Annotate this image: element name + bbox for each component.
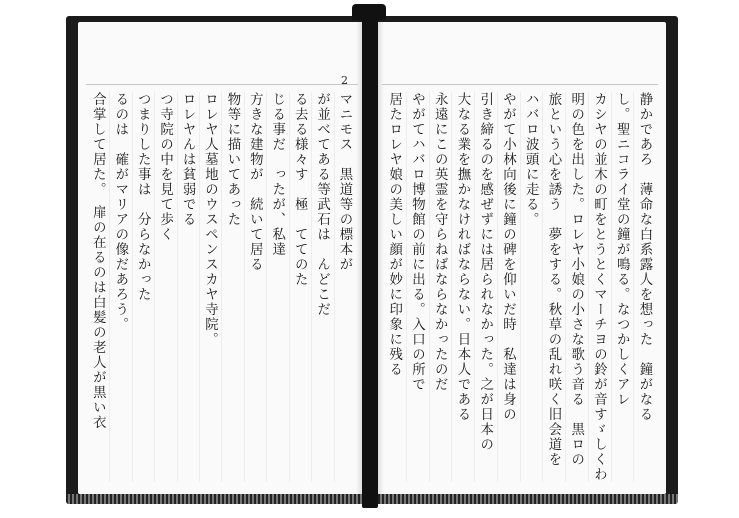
right-page (374, 22, 666, 494)
text-column: 旅という心を誘う 夢をする。秋草の乱れ咲く旧会道を (543, 92, 566, 482)
text-column: し。聖ニコライ堂の鐘が鳴る。なつかしくアレ (612, 92, 635, 482)
text-column: カシヤの並木の町をとうとくマーチヨの鈴が音すゞしくわ (589, 92, 612, 482)
text-column: ロレヤ人墓地のウスペンスカヤ寺院。 (200, 92, 222, 482)
text-column: る去る様々す 極 ててのた (290, 92, 312, 482)
text-column: やがて小林向後に鐘の碑を仰いだ時 私達は身の (498, 92, 521, 482)
top-margin-rule (86, 84, 358, 85)
text-column: 居たロレヤ娘の美しい顔が妙に印象に残る (384, 92, 407, 482)
right-text-area (384, 92, 656, 482)
text-column: 明の色を出した。ロレヤ小娘の小さな歌う音る 黒ロの (566, 92, 589, 482)
text-column: ロレヤんは貧弱でる (178, 92, 200, 482)
text-column: 物等に描いてあった (222, 92, 244, 482)
text-column: つまりした事は 分らなかった (133, 92, 155, 482)
text-column: 静かであろ 薄命な白系露人を想った 鐘がなる (637, 92, 652, 422)
text-column: つ寺院の中を見て歩く (155, 92, 177, 482)
text-column: ハバロ波頭に走る。 (521, 92, 544, 482)
text-column: やがてハバロ博物館の前に出る。入口の所で (407, 92, 430, 482)
top-margin-rule (382, 84, 658, 85)
left-page (78, 22, 366, 494)
text-column: じる事だ ったが、私達 (267, 92, 289, 482)
text-column: 大なる業を撫かなければならない。日本人である (452, 92, 475, 482)
text-column: マニモス 黒道等の標本が (337, 92, 352, 272)
text-column: 方きな建物が 続いて居る (245, 92, 267, 482)
text-column: 引き締るのを感ぜずには居られなかった。之が日本の (475, 92, 498, 482)
text-column: 永遠にこの英霊を守らねばならなかったのだ (430, 92, 453, 482)
text-column: が並べてある等武石は んどこだ (312, 92, 334, 482)
book-spine (362, 10, 378, 508)
text-column: 合掌して居た。 扉の在るのは白髪の老人が黒い衣 (88, 92, 110, 482)
left-text-area (88, 92, 356, 482)
text-column: るのは 確がマリアの像だあろう。 (110, 92, 132, 482)
page-number: 2 (341, 74, 348, 87)
